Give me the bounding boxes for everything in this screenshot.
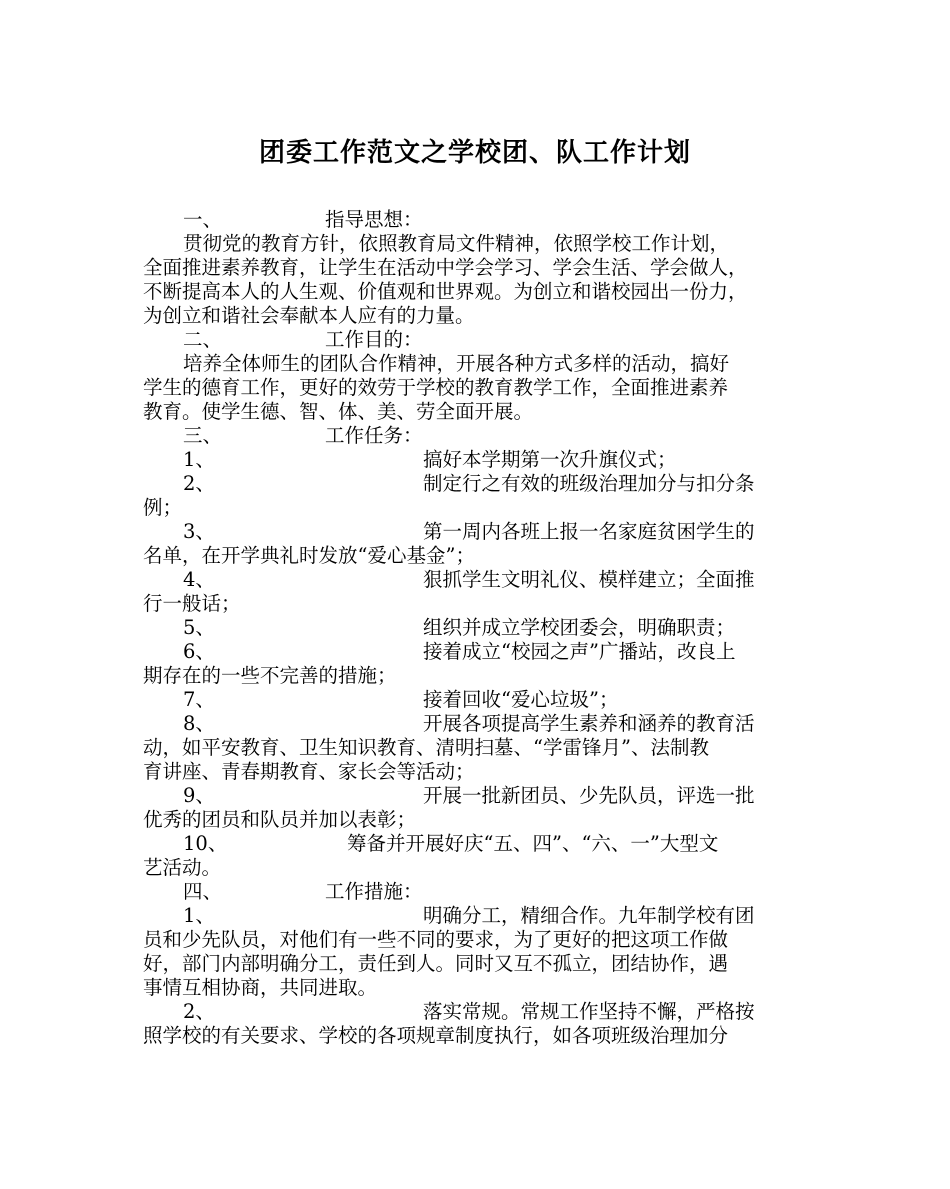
paragraph-line: 全面推进素养教育，让学生在活动中学会学习、学会生活、学会做人， <box>143 256 748 279</box>
list-item <box>143 1000 813 1024</box>
list-item <box>143 784 813 808</box>
list-item-number: 5、 <box>183 616 215 639</box>
paragraph-line: 不断提高本人的人生观、价值观和世界观。为创立和谐校园出一份力， <box>143 280 748 303</box>
section-heading-text: 工作任务： <box>325 424 423 447</box>
paragraph-line: 育讲座、青春期教育、家长会等活动； <box>143 760 475 783</box>
list-item <box>143 640 813 664</box>
paragraph-line: 行一般话； <box>143 592 241 615</box>
document-title: 团委工作范文之学校团、队工作计划 <box>258 138 691 168</box>
list-item <box>143 688 813 712</box>
list-item <box>143 904 813 928</box>
paragraph-line: 学生的德育工作，更好的效劳于学校的教育教学工作，全面推进素养 <box>143 376 729 399</box>
list-item-text: 落实常规。常规工作坚持不懈，严格按 <box>423 1000 755 1023</box>
section-number: 一、 <box>183 208 223 231</box>
list-item-number: 2、 <box>183 472 215 495</box>
list-item-text: 制定行之有效的班级治理加分与扣分条 <box>423 472 755 495</box>
list-item-text: 组织并成立学校团委会，明确职责； <box>423 616 736 639</box>
list-item-text: 狠抓学生文明礼仪、模样建立；全面推 <box>423 568 755 591</box>
list-item-text: 第一周内各班上报一名家庭贫困学生的 <box>423 520 755 543</box>
list-item <box>143 448 813 472</box>
list-item-number: 10、 <box>183 832 228 855</box>
section-heading-text: 工作措施： <box>325 880 423 903</box>
list-item <box>143 616 813 640</box>
section-heading <box>143 208 813 232</box>
list-item-number: 2、 <box>183 1000 215 1023</box>
paragraph-line: 事情互相协商，共同进取。 <box>143 976 378 999</box>
list-item-text: 接着成立“校园之声”广播站，改良上 <box>423 640 736 663</box>
list-item <box>143 472 813 496</box>
list-item-number: 1、 <box>183 904 215 927</box>
list-item-text: 开展各项提高学生素养和涵养的教育活 <box>423 712 755 735</box>
paragraph-line: 动，如平安教育、卫生知识教育、清明扫墓、“学雷锋月”、法制教 <box>143 736 709 759</box>
list-item-number: 6、 <box>183 640 215 663</box>
list-item <box>143 712 813 736</box>
section-number: 二、 <box>183 328 223 351</box>
list-item-number: 4、 <box>183 568 215 591</box>
paragraph-line: 期存在的一些不完善的措施； <box>143 664 397 687</box>
section-number: 四、 <box>183 880 223 903</box>
list-item-text: 接着回收“爱心垃圾”； <box>423 688 619 711</box>
paragraph-line: 员和少先队员，对他们有一些不同的要求，为了更好的把这项工作做 <box>143 928 729 951</box>
list-item-text: 筹备并开展好庆“五、四”、“六、一”大型文 <box>347 832 719 855</box>
list-item <box>143 568 813 592</box>
paragraph-line: 优秀的团员和队员并加以表彰； <box>143 808 417 831</box>
paragraph-line: 为创立和谐社会奉献本人应有的力量。 <box>143 304 475 327</box>
paragraph-line: 例； <box>143 496 183 519</box>
paragraph-line: 艺活动。 <box>143 856 222 879</box>
list-item-text: 明确分工，精细合作。九年制学校有团 <box>423 904 755 927</box>
list-item-number: 1、 <box>183 448 215 471</box>
list-item-number: 9、 <box>183 784 215 807</box>
section-heading-text: 工作目的： <box>325 328 423 351</box>
list-item-text: 开展一批新团员、少先队员，评选一批 <box>423 784 755 807</box>
list-item <box>143 520 813 544</box>
list-item-number: 8、 <box>183 712 215 735</box>
paragraph-line: 贯彻党的教育方针，依照教育局文件精神，依照学校工作计划， <box>183 232 730 255</box>
section-heading <box>143 424 813 448</box>
list-item <box>143 832 813 856</box>
paragraph-line: 好，部门内部明确分工，责任到人。同时又互不孤立，团结协作，遇 <box>143 952 729 975</box>
section-heading <box>143 328 813 352</box>
section-heading-text: 指导思想： <box>325 208 423 231</box>
document-body <box>143 208 813 1048</box>
paragraph-line: 教育。使学生德、智、体、美、劳全面开展。 <box>143 400 534 423</box>
list-item-number: 3、 <box>183 520 215 543</box>
list-item-number: 7、 <box>183 688 215 711</box>
section-number: 三、 <box>183 424 223 447</box>
paragraph-line: 培养全体师生的团队合作精神，开展各种方式多样的活动，搞好 <box>183 352 730 375</box>
section-heading <box>143 880 813 904</box>
paragraph-line: 名单，在开学典礼时发放“爱心基金”； <box>143 544 475 567</box>
list-item-text: 搞好本学期第一次升旗仪式； <box>423 448 677 471</box>
paragraph-line: 照学校的有关要求、学校的各项规章制度执行，如各项班级治理加分 <box>143 1024 729 1047</box>
